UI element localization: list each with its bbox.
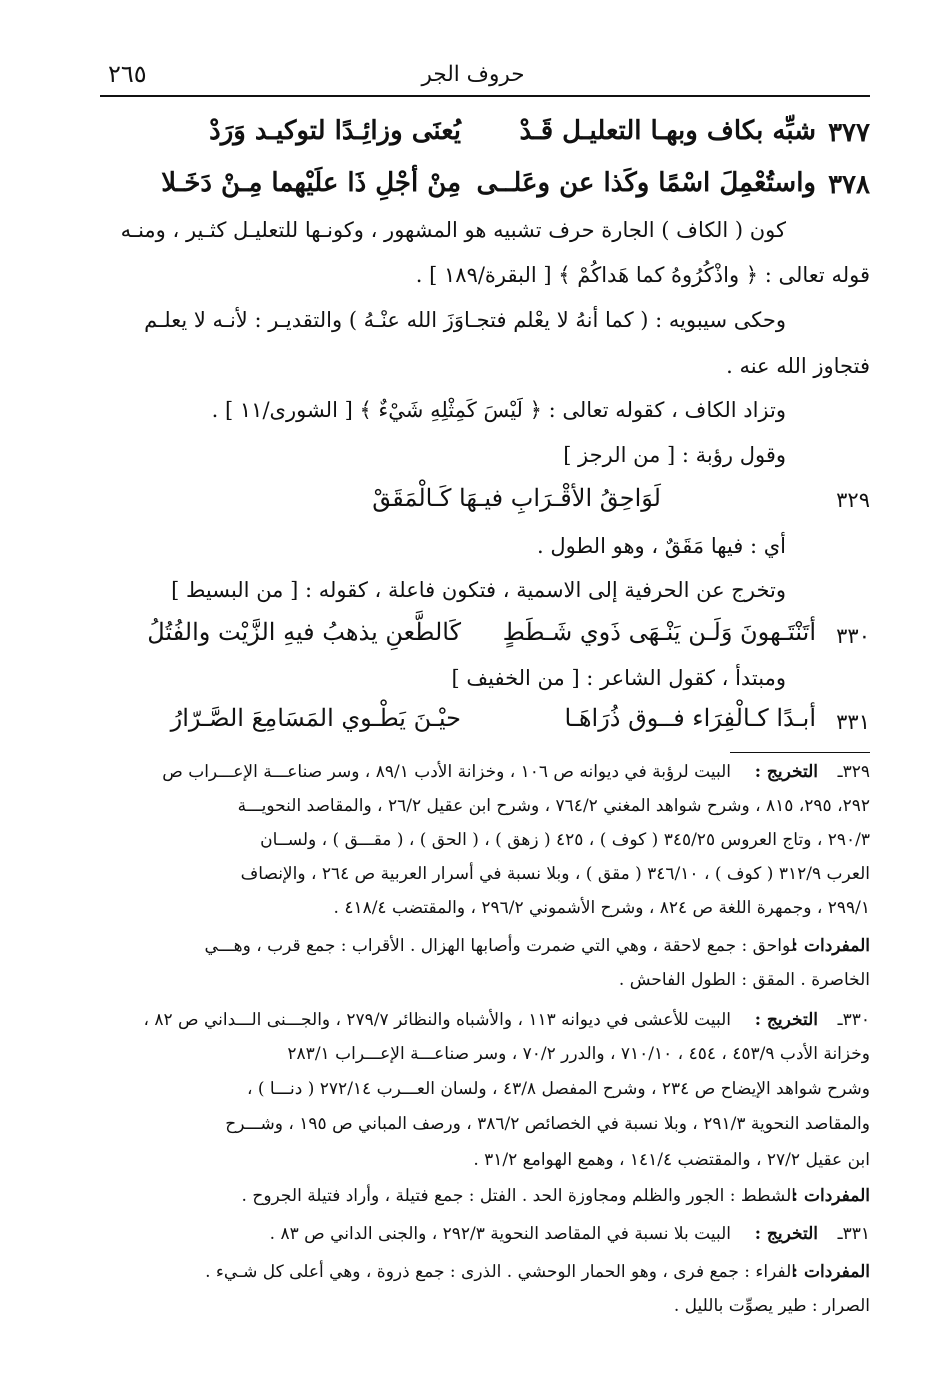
footnote-line: الخاصرة . المقق : الطول الفاحش . <box>618 970 870 990</box>
body-line: أي : فيها مَقَقٌ ، وهو الطول . <box>537 534 786 558</box>
body-line: وتزاد الكاف ، كقوله تعالى : ﴿ لَيْسَ كَمِثْلِهِ شَيْءٌ ﴾ [ الشورى/١١ ] . <box>211 398 786 422</box>
footnote-number: ٣٣١ـ <box>837 1224 870 1244</box>
footnote-line: وخزانة الأدب ٤٥٣/٩ ، ٤٥٤ ، ٧١٠/١٠ ، والدرر ٧٠/٢ ، وسر صناعـــة الإعـــراب ٢٨٣/١ <box>287 1044 870 1064</box>
verse-hemistich-1: شبِّه بكاف وبهـا التعليـل قَـدْ <box>519 116 816 146</box>
footnote-line: والمقاصد النحوية ٢٩١/٣ ، وبلا نسبة في الخصائص ٣٨٦/٢ ، ورصف المباني ص ١٩٥ ، وشـــرح <box>225 1114 870 1134</box>
mufradat-label: المفردات : <box>791 1262 870 1282</box>
takhrij-label: التخريج : <box>754 1224 818 1244</box>
verse-number: ٣٧٨ <box>828 170 870 200</box>
footnote-line: وشرح شواهد الإيضاح ص ٢٣٤ ، وشرح المفصل ٤٣/٨ ، ولسان العـــرب ٢٧٢/١٤ ( دنـــا ) ، <box>247 1079 870 1099</box>
footnote-number: ٣٢٩ـ <box>837 762 870 782</box>
mufradat-label: المفردات : <box>791 1186 870 1206</box>
verse-hemistich-2: يُعنَى وزائِـدًا لتوكيـد وَرَدْ <box>209 116 461 146</box>
shahid-hemistich-2: كَالطَّعنِ يذهبُ فيهِ الزَّيْت والفُتُلُ <box>147 618 461 646</box>
body-line: وتخرج عن الحرفية إلى الاسمية ، فتكون فاعلة ، كقوله : [ من البسيط ] <box>171 578 786 602</box>
body-line: قوله تعالى : ﴿ واذْكُرُوهُ كما هَداكُمْ ﴾ [ البقرة/١٨٩ ] . <box>415 263 870 287</box>
body-line: فتجاوز الله عنه . <box>726 354 870 378</box>
shahid-hemistich-1: أبـدًا كـالْفِرَاء فــوق ذُرَاهَـا <box>564 704 816 732</box>
body-line: كون ( الكاف ) الجارة حرف تشبيه هو المشهور ، وكونـها للتعليـل كثـير ، ومنـه <box>120 218 786 242</box>
footnote-line: الصرار : طير يصوِّت بالليل . <box>673 1296 870 1316</box>
footnote-line: ٢٩٠/٣ ، وتاج العروس ٣٤٥/٢٥ ( كوف ) ، ٤٢٥ ( زهق ) ، ( الحق ) ، ( مقـــق ) ، ولســان <box>260 830 870 850</box>
takhrij-label: التخريج : <box>754 1010 818 1030</box>
footnote-line: لواحق : جمع لاحقة ، وهي التي ضمرت وأصابها الهزال . الأقراب : جمع قرب ، وهـــي <box>204 936 796 956</box>
shahid-number: ٣٣١ <box>836 710 870 734</box>
footnote-line: العرب ٣١٢/٩ ( كوف ) ، ٣٤٦/١٠ ( مقق ) ، وبلا نسبة في أسرار العربية ص ٢٦٤ ، والإنصاف <box>240 864 870 884</box>
shahid-verse: لَوَاحِقُ الأقْـرَابِ فيـهَا كَـالْمَقَقْ <box>372 484 661 512</box>
shahid-hemistich-1: أتَنْتَـهونَ وَلَـن يَنْـهَى ذَوي شَـطَطٍ <box>502 618 816 646</box>
footnote-rule <box>730 752 870 753</box>
shahid-hemistich-2: حيْـنَ يَطْـوي المَسَامِعَ الصَّـرّارُ <box>170 704 461 732</box>
takhrij-label: التخريج : <box>754 762 818 782</box>
body-line: وقول رؤبة : [ من الرجز ] <box>563 443 786 467</box>
page-number: ٢٦٥ <box>108 60 147 88</box>
shahid-number: ٣٣٠ <box>836 624 870 648</box>
footnote-line: الفراء : جمع فرى ، وهو الحمار الوحشي . الذرى : جمع ذروة ، وهي أعلى كل شـيء . <box>205 1262 796 1282</box>
footnote-line: البيت للأعشى في ديوانه ١١٣ ، والأشباه والنظائر ٢٧٩/٧ ، والجـــنى الـــداني ص ٨٢ ، <box>143 1010 731 1030</box>
body-line: ومبتدأ ، كقول الشاعر : [ من الخفيف ] <box>451 666 786 690</box>
footnote-line: ٢٩٢، ٢٩٥، ٨١٥ ، وشرح شواهد المغني ٧٦٤/٢ ، وشرح ابن عقيل ٢٦/٢ ، والمقاصد النحويـــة <box>237 796 870 816</box>
running-title: حروف الجر <box>421 62 525 87</box>
footnote-line: ابن عقيل ٢٧/٢ ، والمقتضب ١٤١/٤ ، وهمع الهوامع ٣١/٢ . <box>473 1150 870 1170</box>
mufradat-label: المفردات : <box>791 936 870 956</box>
shahid-number: ٣٢٩ <box>836 488 870 512</box>
verse-hemistich-1: واستُعْمِلَ اسْمًا وكَذا عن وعَلــى <box>476 168 816 198</box>
verse-hemistich-2: مِنْ أجْلِ ذَا علَيْهما مِـنْ دَخَـلا <box>161 168 461 198</box>
footnote-line: الشطط : الجور والظلم ومجاوزة الحد . الفتل : جمع فتيلة ، وأراد فتيلة الجروح . <box>241 1186 796 1206</box>
body-line: وحكى سيبويه : ( كما أنهُ لا يعْلم فتجـاوَزَ الله عنْـهُ ) والتقديـر : لأنـه لا يعلـم <box>144 308 786 332</box>
footnote-line: ٢٩٩/١ ، وجمهرة اللغة ص ٨٢٤ ، وشرح الأشموني ٢٩٦/٢ ، والمقتضب ٤١٨/٤ . <box>333 898 870 918</box>
header-rule <box>100 95 870 97</box>
footnote-line: البيت لرؤبة في ديوانه ص ١٠٦ ، وخزانة الأدب ٨٩/١ ، وسر صناعـــة الإعـــراب ص <box>162 762 731 782</box>
footnote-line: البيت بلا نسبة في المقاصد النحوية ٢٩٢/٣ ، والجنى الداني ص ٨٣ . <box>269 1224 731 1244</box>
verse-number: ٣٧٧ <box>828 118 870 148</box>
footnote-number: ٣٣٠ـ <box>837 1010 870 1030</box>
